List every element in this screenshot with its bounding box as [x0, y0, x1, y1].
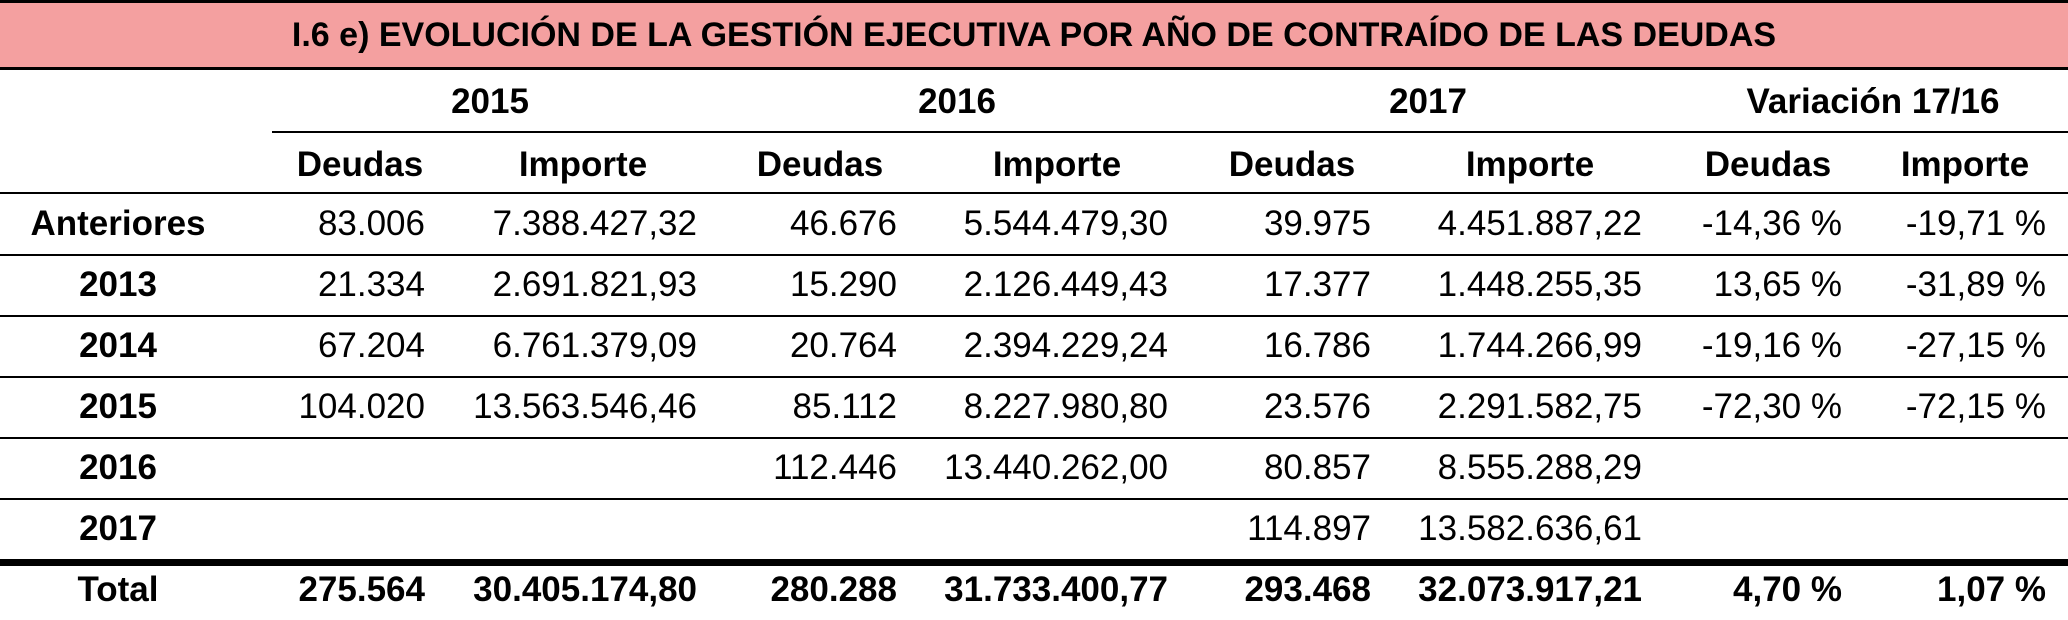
total-cell: 31.733.400,77	[944, 570, 1168, 609]
total-cell: 4,70 %	[1733, 570, 1842, 609]
table-cell: 85.112	[792, 387, 897, 426]
table-cell: 17.377	[1263, 265, 1371, 304]
column-header: Deudas	[1228, 145, 1356, 184]
group-header: Variación 17/16	[1746, 82, 2000, 121]
table-cell: 13.440.262,00	[944, 448, 1168, 487]
total-label: Total	[77, 570, 159, 609]
table-cell: 13.582.636,61	[1418, 509, 1642, 548]
total-cell: 1,07 %	[1937, 570, 2046, 609]
table-cell: -27,15 %	[1905, 326, 2046, 365]
table-cell: 16.786	[1263, 326, 1371, 365]
table-cell: 6.761.379,09	[492, 326, 697, 365]
table-cell: 7.388.427,32	[492, 204, 697, 243]
table-cell: -14,36 %	[1701, 204, 1842, 243]
total-cell: 275.564	[298, 570, 425, 609]
row-label: 2016	[79, 448, 157, 487]
row-label: 2013	[79, 265, 157, 304]
total-cell: 30.405.174,80	[473, 570, 697, 609]
table-cell: 2.126.449,43	[963, 265, 1168, 304]
group-header: 2017	[1389, 82, 1467, 121]
table-cell: 21.334	[317, 265, 425, 304]
table-cell: 83.006	[317, 204, 425, 243]
table-title: I.6 e) EVOLUCIÓN DE LA GESTIÓN EJECUTIVA POR AÑO DE CONTRAÍDO DE LAS DEUDAS	[0, 0, 2068, 70]
row-label: 2017	[79, 509, 157, 548]
table-cell: 114.897	[1247, 509, 1371, 548]
table-cell: 15.290	[789, 265, 897, 304]
table-cell: 2.691.821,93	[492, 265, 697, 304]
column-header: Deudas	[1704, 145, 1832, 184]
table-cell: 5.544.479,30	[963, 204, 1168, 243]
column-header: Importe	[992, 145, 1122, 184]
table-cell: -31,89 %	[1905, 265, 2046, 304]
column-header: Importe	[518, 145, 648, 184]
table-cell: 4.451.887,22	[1437, 204, 1642, 243]
table-cell: 80.857	[1263, 448, 1371, 487]
table-cell: 20.764	[789, 326, 897, 365]
table-cell: 67.204	[317, 326, 425, 365]
total-cell: 280.288	[770, 570, 897, 609]
table-cell: 13.563.546,46	[473, 387, 697, 426]
total-cell: 32.073.917,21	[1418, 570, 1642, 609]
column-header: Deudas	[756, 145, 884, 184]
row-label: 2014	[79, 326, 157, 365]
row-divider	[0, 498, 2068, 500]
header-underline	[272, 131, 2068, 133]
table-cell: 2.394.229,24	[963, 326, 1168, 365]
table-cell: -72,15 %	[1905, 387, 2046, 426]
table-cell: 23.576	[1263, 387, 1371, 426]
table-cell: 8.555.288,29	[1437, 448, 1642, 487]
column-header: Importe	[1465, 145, 1595, 184]
row-label: Anteriores	[30, 204, 206, 243]
table-cell: 104.020	[298, 387, 425, 426]
row-label: 2015	[79, 387, 157, 426]
table-cell: 1.744.266,99	[1437, 326, 1642, 365]
table-cell: 13,65 %	[1713, 265, 1842, 304]
table-cell: 1.448.255,35	[1437, 265, 1642, 304]
table-cell: 8.227.980,80	[963, 387, 1168, 426]
table-cell: 112.446	[773, 448, 897, 487]
total-cell: 293.468	[1244, 570, 1371, 609]
column-header: Importe	[1900, 145, 2030, 184]
table-cell: -72,30 %	[1701, 387, 1842, 426]
table-cell: 2.291.582,75	[1437, 387, 1642, 426]
table-cell: 46.676	[789, 204, 897, 243]
table-cell: -19,16 %	[1701, 326, 1842, 365]
group-header: 2015	[451, 82, 529, 121]
table-cell: -19,71 %	[1905, 204, 2046, 243]
group-header: 2016	[918, 82, 996, 121]
table-cell: 39.975	[1263, 204, 1371, 243]
column-header: Deudas	[296, 145, 424, 184]
